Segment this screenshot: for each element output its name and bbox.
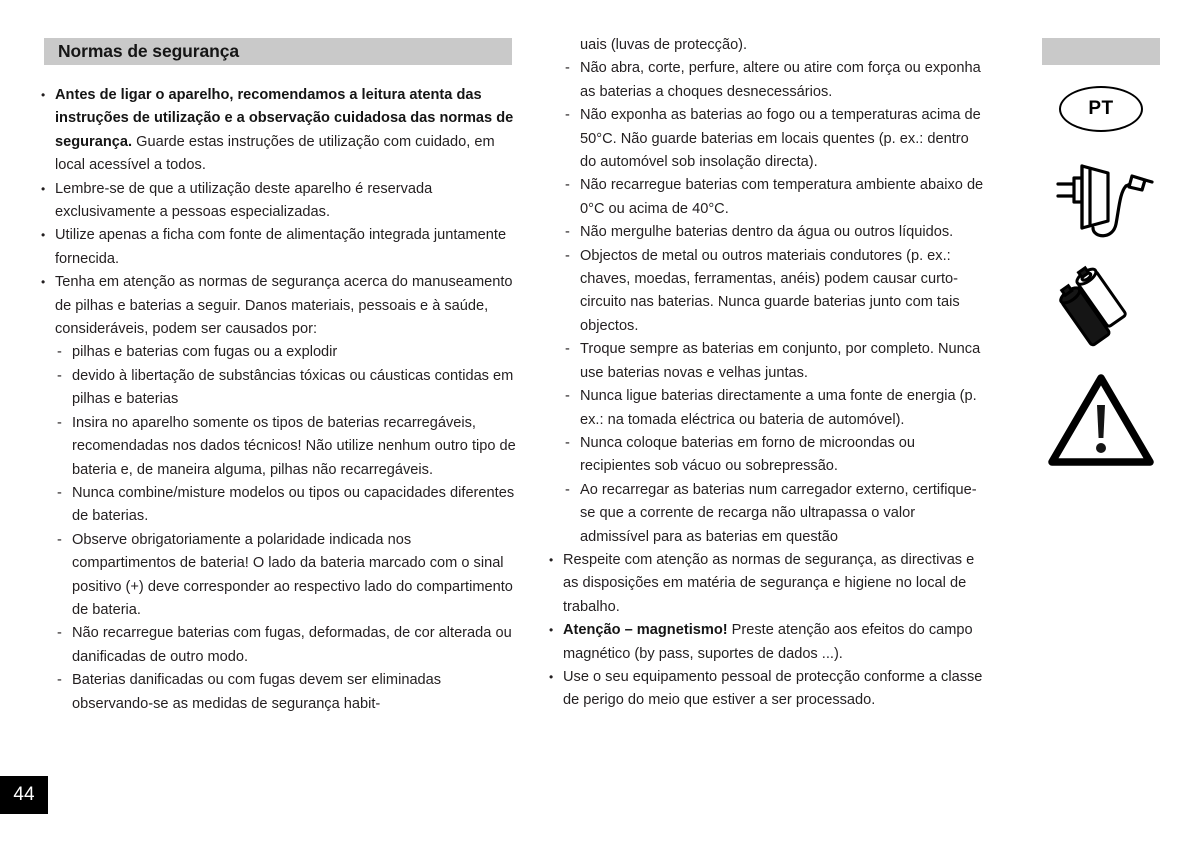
- list-item-text: Use o seu equipamento pessoal de protecção conforme a classe de perigo do meio que estiver a ser processado.: [563, 668, 983, 709]
- list-item-dash: [38, 365, 516, 412]
- list-item-bullet: [38, 84, 516, 178]
- list-marker: -: [565, 177, 570, 194]
- list-item-dash: [548, 221, 988, 244]
- sidebar-heading-bar: [1042, 38, 1160, 65]
- list-item-text: devido à libertação de substâncias tóxicas ou cáusticas contidas em pilhas e baterias: [72, 367, 514, 408]
- list-marker: -: [57, 531, 62, 548]
- list-item-bullet: [38, 224, 516, 271]
- list-item-bullet: [548, 549, 988, 619]
- language-badge-label: PT: [1088, 98, 1114, 119]
- right-bullet-list: [548, 34, 988, 713]
- list-item-text: Não abra, corte, perfure, altere ou atire com força ou exponha as baterias a choques desnecessários.: [580, 60, 981, 100]
- list-marker: •: [41, 275, 46, 290]
- list-item-text: Objectos de metal ou outros materiais condutores (p. ex.: chaves, moedas, ferramentas, anéis) podem causar curto-circuito nas baterias. Nunca guarde baterias junto com tais objectos.: [580, 247, 960, 334]
- list-marker: -: [57, 672, 62, 689]
- list-item-dash: [38, 669, 516, 716]
- list-item-text: Não exponha as baterias ao fogo ou a temperaturas acima de 50°C. Não guarde baterias em locais quentes (p. ex.: dentro do automóvel sob insolação directa).: [580, 107, 981, 171]
- list-marker: -: [57, 625, 62, 642]
- list-item-text: Preste atenção aos efeitos do campo magnético (by pass, suportes de dados ...).: [563, 622, 973, 662]
- list-item-text: Utilize apenas a ficha com fonte de alimentação integrada juntamente fornecida.: [55, 227, 507, 267]
- list-item-dash: [38, 412, 516, 482]
- list-item-dash: [548, 174, 988, 221]
- list-item-dash: [38, 622, 516, 669]
- list-item-bullet: [548, 619, 988, 666]
- list-item-emphasis: Atenção – magnetismo!: [563, 622, 728, 639]
- list-item-dash: [548, 245, 988, 339]
- list-item-continuation: [548, 34, 988, 57]
- list-item-text: pilhas e baterias com fugas ou a explodir: [72, 344, 338, 361]
- list-item-text: Insira no aparelho somente os tipos de baterias recarregáveis, recomendadas nos dados técnicos! Não utilize nenhum outro tipo de bateria e, de maneira alguma, pilhas não recarregáveis.: [72, 414, 516, 478]
- list-item-text: Lembre-se de que a utilização deste aparelho é reservada exclusivamente a pessoas especializadas.: [55, 180, 433, 221]
- warning-triangle-icon: [1042, 372, 1160, 473]
- list-marker: -: [565, 107, 570, 124]
- list-item-text: Respeite com atenção as normas de segurança, as directivas e as disposições em matéria de segurança e higiene no local de trabalho.: [563, 551, 975, 615]
- list-item-text: Troque sempre as baterias em conjunto, por completo. Nunca use baterias novas e velhas juntas.: [580, 341, 981, 381]
- list-item-bullet: [548, 666, 988, 713]
- list-marker: •: [549, 552, 554, 567]
- list-item-bullet: [38, 178, 516, 225]
- list-item-dash: [548, 57, 988, 104]
- list-marker: •: [41, 181, 46, 196]
- list-marker: -: [57, 344, 62, 361]
- list-marker: -: [57, 484, 62, 501]
- list-item-dash: [38, 341, 516, 364]
- list-marker: -: [565, 247, 570, 264]
- list-item-text: Ao recarregar as baterias num carregador externo, certifique-se que a corrente de recarga não ultrapassa o valor admissível para as baterias em questão: [580, 481, 977, 545]
- list-item-dash: [548, 479, 988, 549]
- list-marker: •: [41, 88, 46, 102]
- list-item-dash: [38, 482, 516, 529]
- page-title: Normas de segurança: [58, 41, 239, 61]
- list-item-dash: [38, 529, 516, 623]
- list-item-text: Não mergulhe baterias dentro da água ou outros líquidos.: [580, 224, 954, 241]
- list-marker: -: [57, 414, 62, 431]
- list-item-dash: [548, 104, 988, 174]
- list-item-dash: [548, 338, 988, 385]
- page-number: 44: [0, 776, 48, 814]
- right-text-column: [548, 34, 988, 713]
- list-item-text: Nunca ligue baterias directamente a uma fonte de energia (p. ex.: na tomada eléctrica ou bateria de automóvel).: [580, 388, 977, 428]
- list-item-dash: [548, 432, 988, 479]
- list-item-text: Nunca combine/misture modelos ou tipos ou capacidades diferentes de baterias.: [72, 484, 515, 525]
- list-marker: -: [57, 367, 62, 384]
- left-text-column: [38, 84, 516, 716]
- list-marker: -: [565, 224, 570, 241]
- list-item-text: Não recarregue baterias com fugas, deformadas, de cor alterada ou danificadas de outro modo.: [72, 625, 512, 665]
- list-marker: •: [41, 228, 46, 243]
- list-item-text: uais (luvas de protecção).: [580, 37, 748, 53]
- list-item-text: Baterias danificadas ou com fugas devem ser eliminadas observando-se as medidas de segurança habit-: [72, 672, 442, 712]
- language-badge-pt: [1042, 86, 1160, 132]
- list-marker: -: [565, 434, 570, 451]
- list-marker: -: [565, 481, 570, 498]
- left-bullet-list: [38, 84, 516, 716]
- power-adapter-icon: [1042, 158, 1160, 249]
- list-item-text: Não recarregue baterias com temperatura ambiente abaixo de 0°C ou acima de 40°C.: [580, 177, 984, 217]
- list-marker: -: [565, 388, 570, 405]
- list-marker: •: [549, 669, 554, 684]
- list-item-text: Nunca coloque baterias em forno de microondas ou recipientes sob vácuo ou sobrepressão.: [580, 434, 916, 475]
- list-marker: •: [549, 623, 554, 638]
- list-item-text: Guarde estas instruções de utilização com cuidado, em local acessível a todos.: [55, 133, 495, 174]
- list-marker: -: [565, 341, 570, 358]
- list-item-bullet: [38, 271, 516, 341]
- list-item-emphasis: Antes de ligar o aparelho, recomendamos a leitura atenta das instruções de utilização e a observação cuidadosa das normas de segurança.: [55, 87, 514, 150]
- list-item-text: Observe obrigatoriamente a polaridade indicada nos compartimentos de bateria! O lado da bateria marcado com o sinal positivo (+) deve corresponder ao respectivo lado do compartimento de bateria.: [72, 531, 513, 618]
- list-item-text: Tenha em atenção as normas de segurança acerca do manuseamento de pilhas e baterias a seguir. Danos materiais, pessoais e à saúde, consideráveis, podem ser causados por:: [55, 274, 513, 338]
- list-marker: -: [565, 60, 570, 77]
- batteries-icon: [1042, 262, 1160, 359]
- list-item-dash: [548, 385, 988, 432]
